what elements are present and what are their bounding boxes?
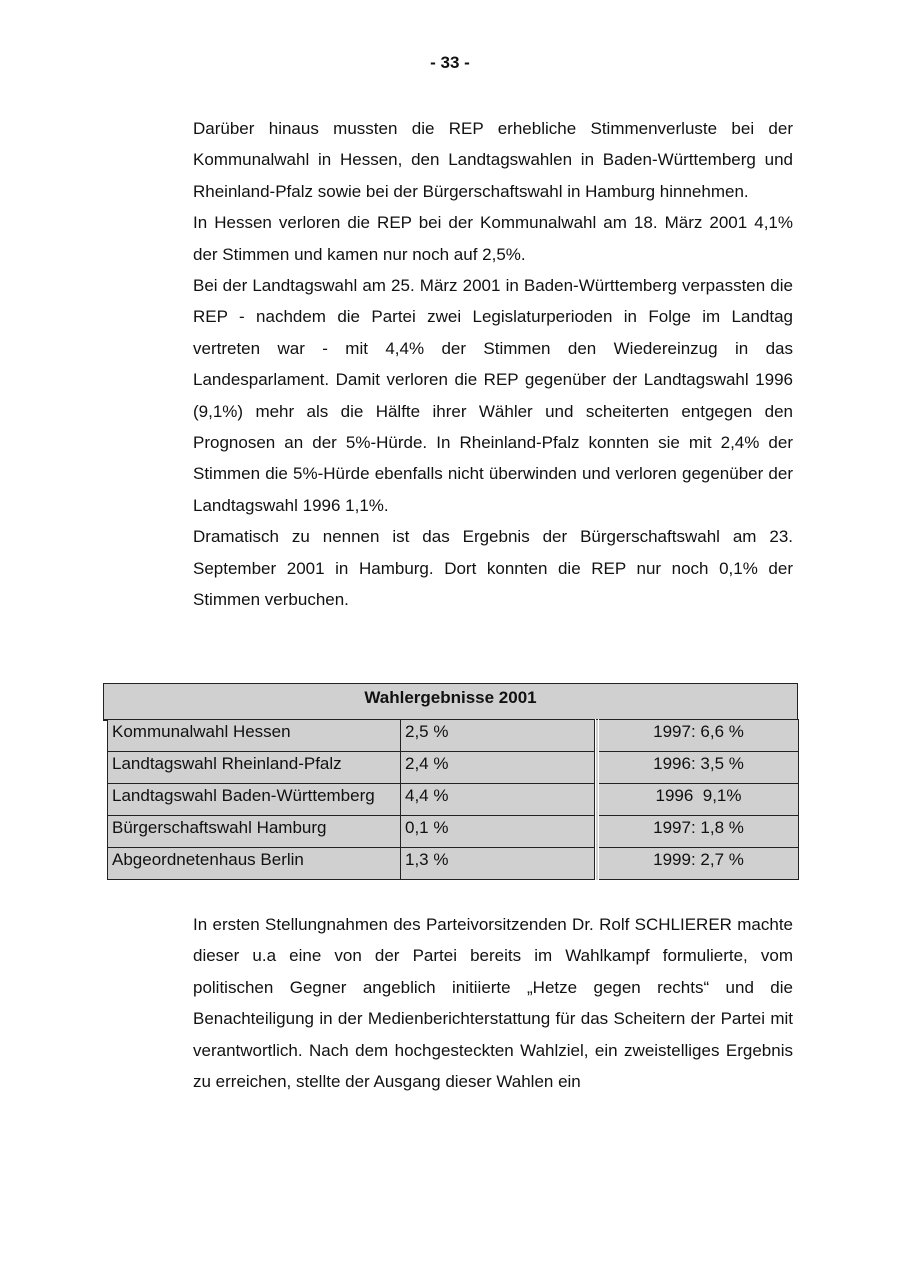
election-result-2001: 2,5 % — [401, 720, 598, 752]
election-name: Kommunalwahl Hessen — [108, 720, 401, 752]
table-row — [108, 816, 799, 848]
paragraph-schlierer-statement: In ersten Stellungnahmen des Parteivorsitzenden Dr. Rolf SCHLIERER machte dieser u.a eine von der Partei bereits im Wahlkampf formulierte, vom politischen Gegner angeblich initiierte „Hetze gegen rechts“ und die Benachteiligung in der Medienberichterstattung für das Scheitern der Partei mit verantwortlich. Nach dem hochgesteckten Wahlziel, ein zweistelliges Ergebnis zu erreichen, stellte der Ausgang dieser Wahlen ein — [193, 915, 793, 1092]
election-name: Abgeordnetenhaus Berlin — [108, 848, 401, 880]
table-row — [108, 848, 799, 880]
election-name: Landtagswahl Baden-Württemberg — [108, 784, 401, 816]
election-result-2001: 2,4 % — [401, 752, 598, 784]
body-text-upper — [193, 113, 793, 616]
table-row — [108, 720, 799, 752]
election-result-2001: 0,1 % — [401, 816, 598, 848]
results-table-title: Wahlergebnisse 2001 — [103, 683, 798, 721]
election-previous-result: 1996: 3,5 % — [597, 752, 799, 784]
paragraph-hessen: In Hessen verloren die REP bei der Kommunalwahl am 18. März 2001 4,1% der Stimmen und kamen nur noch auf 2,5%. — [193, 213, 793, 264]
results-table — [107, 719, 799, 880]
election-result-2001: 1,3 % — [401, 848, 598, 880]
election-previous-result: 1997: 1,8 % — [597, 816, 799, 848]
election-name: Landtagswahl Rheinland-Pfalz — [108, 752, 401, 784]
paragraph-baden-wuerttemberg: Bei der Landtagswahl am 25. März 2001 in Baden-Württemberg verpassten die REP - nachdem die Partei zwei Legislaturperioden in Folge im Landtag vertreten war - mit 4,4% der Stimmen den Wiedereinzug in das Landesparlament. Damit verloren die REP gegenüber der Landtagswahl 1996 (9,1%) mehr als die Hälfte ihrer Wähler und scheiterten entgegen den Prognosen an der 5%-Hürde. In Rheinland-Pfalz konnten sie mit 2,4% der Stimmen die 5%-Hürde ebenfalls nicht überwinden und verloren gegenüber der Landtagswahl 1996 1,1%. — [193, 276, 793, 515]
page-number: - 33 - — [430, 53, 470, 72]
election-previous-result: 1996 9,1% — [597, 784, 799, 816]
table-row — [108, 784, 799, 816]
body-text-lower — [193, 909, 793, 1097]
election-name: Bürgerschaftswahl Hamburg — [108, 816, 401, 848]
election-previous-result: 1999: 2,7 % — [597, 848, 799, 880]
paragraph-hamburg: Dramatisch zu nennen ist das Ergebnis der Bürgerschaftswahl am 23. September 2001 in Hamburg. Dort konnten die REP nur noch 0,1% der Stimmen verbuchen. — [193, 527, 793, 610]
paragraph-rep-losses: Darüber hinaus mussten die REP erhebliche Stimmenverluste bei der Kommunalwahl in Hessen, den Landtagswahlen in Baden-Württemberg und Rheinland-Pfalz sowie bei der Bürgerschaftswahl in Hamburg hinnehmen. — [193, 119, 793, 201]
election-result-2001: 4,4 % — [401, 784, 598, 816]
table-row — [108, 752, 799, 784]
election-previous-result: 1997: 6,6 % — [597, 720, 799, 752]
